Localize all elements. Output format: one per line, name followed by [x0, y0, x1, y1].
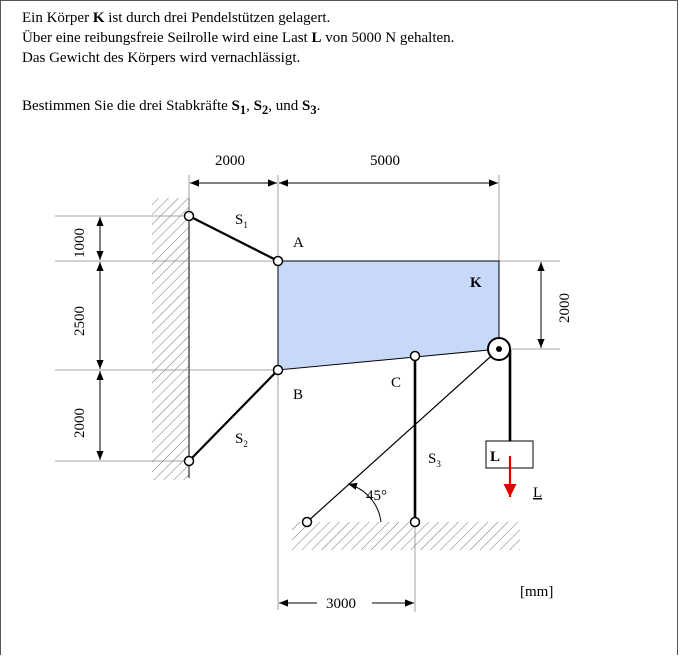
unit-label: [mm] — [520, 584, 554, 600]
s2-letter: S — [253, 98, 262, 114]
ground-hatch — [292, 522, 520, 550]
bold-k: K — [92, 10, 105, 26]
bar-s1-letter: S — [235, 212, 244, 228]
rope-diagonal — [307, 349, 499, 522]
s3-sub: 3 — [310, 103, 317, 117]
bar-s1-sub: 1 — [243, 220, 248, 230]
bar-s3-letter: S — [428, 451, 437, 467]
joint-ground-s3 — [411, 518, 420, 527]
point-c-label: C — [391, 375, 402, 391]
body-k-label: K — [470, 275, 482, 291]
bar-s2-sub: 2 — [243, 439, 248, 449]
dim-left-3: 2000 — [72, 408, 88, 438]
bar-s2-label — [235, 431, 248, 449]
text-span: ist durch drei Pendelstützen gelagert. — [104, 10, 331, 26]
pulley-axle — [496, 346, 502, 352]
point-b-label: B — [293, 387, 304, 403]
angle-label: 45° — [366, 488, 387, 504]
body-k — [278, 261, 499, 370]
dim-top-left: 2000 — [215, 153, 245, 169]
task-sep: , und — [268, 98, 302, 114]
joint-rope-end — [303, 518, 312, 527]
dim-left-2: 2500 — [72, 306, 88, 336]
s1-sub: 1 — [239, 103, 247, 117]
task-text: Bestimmen Sie die drei Stabkräfte — [22, 98, 232, 114]
bar-s3-sub: 3 — [436, 459, 441, 469]
joint-b — [274, 366, 283, 375]
joints — [185, 212, 420, 527]
s2-sub: 2 — [261, 103, 269, 117]
wall-hatch — [152, 198, 189, 480]
text-span: Über eine reibungsfreie Seilrolle wird eine Last — [22, 30, 312, 46]
s1-letter: S — [231, 98, 240, 114]
text-span: Ein Körper — [22, 10, 93, 26]
load-box-label: L — [490, 449, 501, 465]
dim-top-right: 5000 — [370, 153, 400, 169]
joint-wall-s2 — [185, 457, 194, 466]
joint-c — [411, 352, 420, 361]
bar-s1-label — [235, 212, 248, 230]
text-span: von 5000 N gehalten. — [321, 30, 455, 46]
bar-s2 — [189, 370, 278, 461]
statement-line-3: Das Gewicht des Körpers wird vernachlässigt. — [22, 50, 301, 66]
bar-s2-letter: S — [235, 431, 244, 447]
bold-l: L — [311, 30, 322, 46]
task-sep: , — [246, 98, 254, 114]
s3-letter: S — [301, 98, 311, 114]
joint-a — [274, 257, 283, 266]
dim-bottom: 3000 — [326, 596, 356, 612]
bar-s1 — [189, 216, 278, 261]
task-end: . — [316, 98, 321, 114]
point-a-label: A — [293, 235, 304, 251]
dim-right: 2000 — [557, 293, 573, 323]
joint-wall-s1 — [185, 212, 194, 221]
load-arrow-label: L — [533, 485, 543, 501]
bar-s3-label — [428, 451, 441, 469]
dim-left-1: 1000 — [72, 228, 88, 258]
